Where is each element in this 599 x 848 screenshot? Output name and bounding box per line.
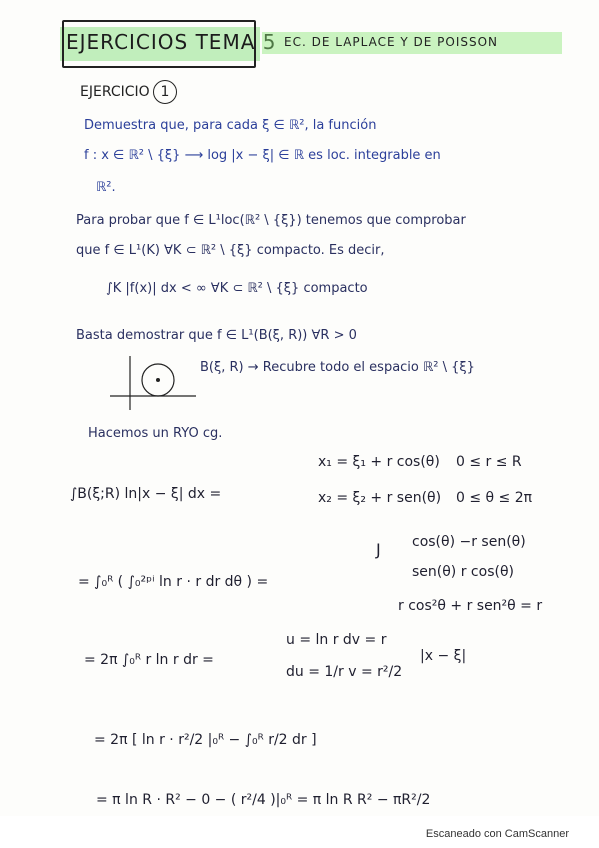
proof-line-3: ∫K |f(x)| dx < ∞ ∀K ⊂ ℝ² \ {ξ} compacto [106,281,368,296]
statement-line-1: Demuestra que, para cada ξ ∈ ℝ², la función [84,118,377,133]
exercise-label: EJERCICIO [80,84,150,100]
substitution-1: x₁ = ξ₁ + r cos(θ) [318,454,440,470]
step-final-result: = π ln R · R² − 0 − ( r²/4 )|₀ᴿ = π ln R R² − πR²/2 [96,792,431,808]
step-integration-by-parts: = 2π [ ln r · r²/2 |₀ᴿ − ∫₀ᴿ r/2 dr ] [94,732,317,748]
ball-note: B(ξ, R) → Recubre todo el espacio ℝ² \ {ξ} [200,360,475,375]
jacobian-row-1: cos(θ) −r sen(θ) [412,534,526,550]
jacobian-row-2: sen(θ) r cos(θ) [412,564,514,580]
proof-line-2: que f ∈ L¹(K) ∀K ⊂ ℝ² \ {ξ} compacto. Es decir, [76,243,385,258]
step-polar-integral: = ∫₀ᴿ ( ∫₀²ᵖⁱ ln r · r dr dθ ) = [78,574,269,590]
integral-lhs: ∫B(ξ;R) ln|x − ξ| dx = [70,486,222,502]
step-2pi-integral: = 2π ∫₀ᴿ r ln r dr = [84,652,214,668]
substitution-2: x₂ = ξ₂ + r sen(θ) [318,490,442,506]
page-subtitle: EC. DE LAPLACE Y DE POISSON [284,35,499,49]
page-title: EJERCICIOS TEMA 5 [66,30,277,54]
parts-note: |x − ξ| [420,648,467,664]
jacobian-label: J [376,540,381,559]
range-theta: 0 ≤ θ ≤ 2π [456,490,533,506]
exercise-number: 1 [153,80,177,104]
proof-line-1: Para probar que f ∈ L¹loc(ℝ² \ {ξ}) tenemos que comprobar [76,213,466,228]
statement-line-3: ℝ². [96,180,116,195]
statement-line-2: f : x ∈ ℝ² \ {ξ} ⟶ log |x − ξ| ∈ ℝ es loc. integrable en [84,148,441,163]
scanner-watermark: Escaneado con CamScanner [425,828,569,840]
range-r: 0 ≤ r ≤ R [456,454,522,470]
parts-u-dv: u = ln r dv = r [286,632,387,648]
ball-sketch [108,350,198,412]
proof-line-4: Basta demostrar que f ∈ L¹(B(ξ, R)) ∀R > 0 [76,328,357,343]
change-of-vars-note: Hacemos un RYO cg. [88,426,223,441]
jacobian-value: r cos²θ + r sen²θ = r [398,598,543,614]
parts-du-v: du = 1/r v = r²/2 [286,664,403,680]
